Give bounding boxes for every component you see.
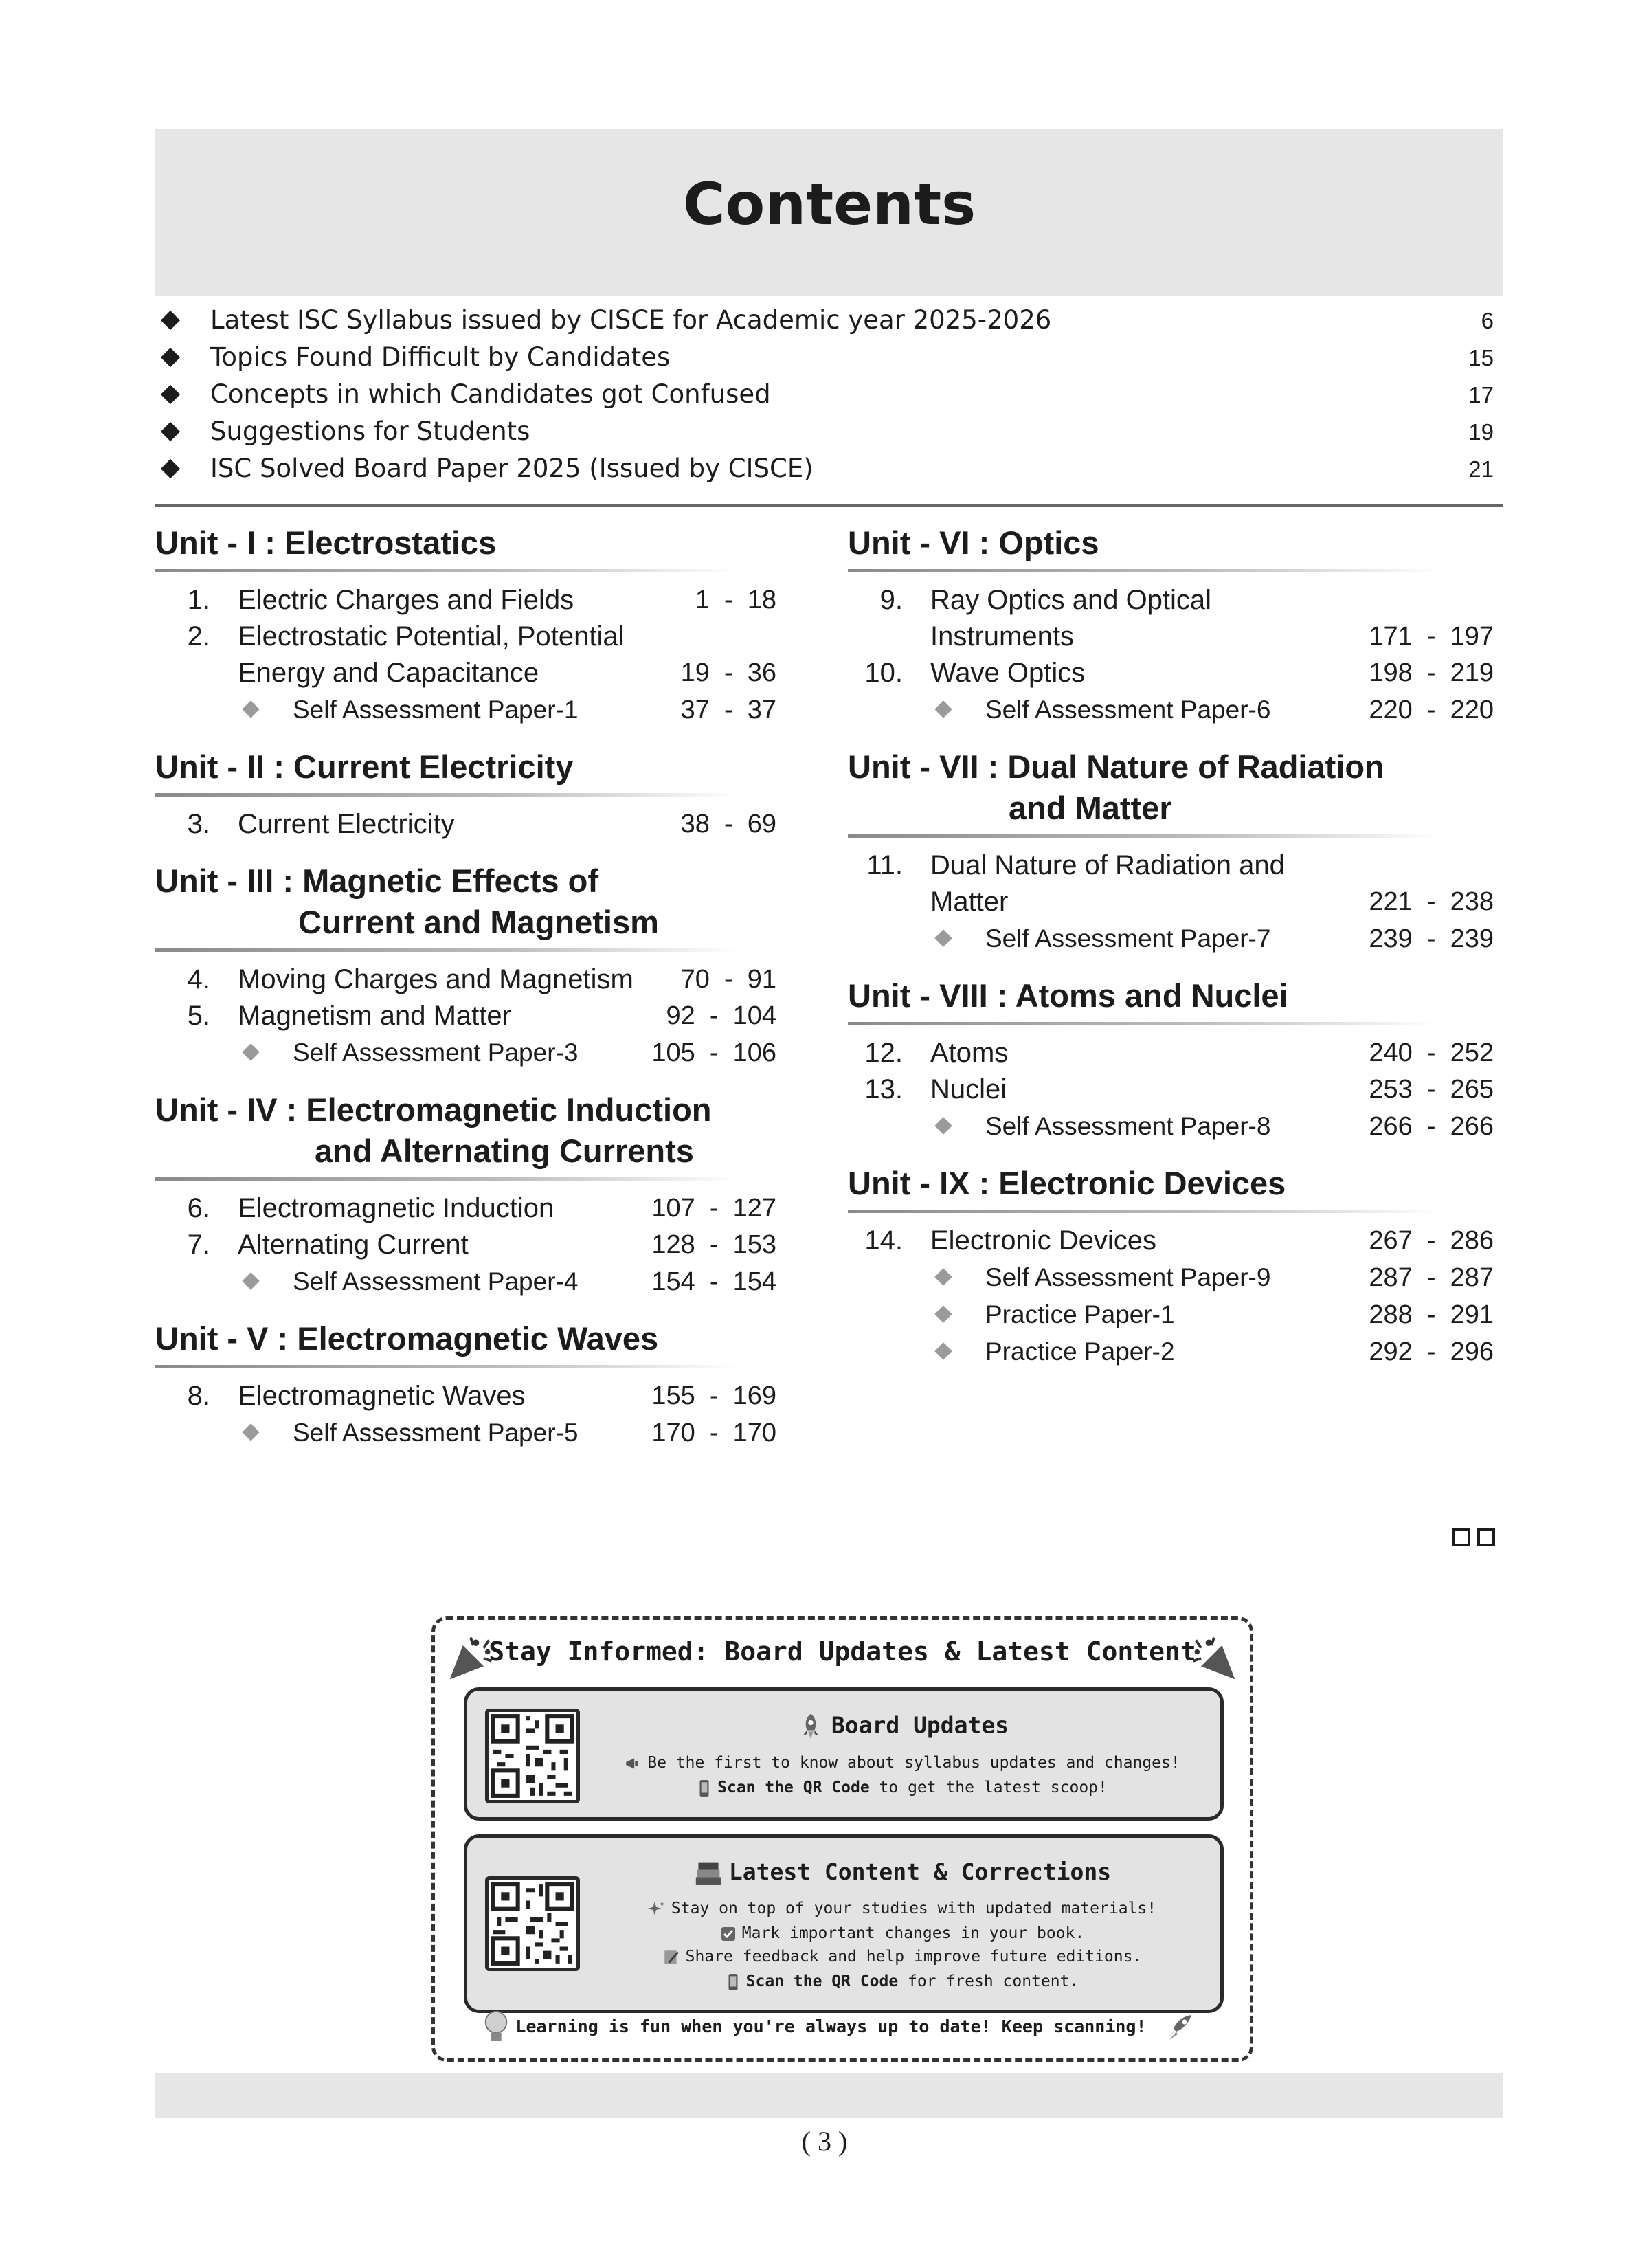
page-number: ( 3 ) (801, 2126, 848, 2157)
page-range: 170 - 170 (651, 1419, 776, 1447)
unit-divider (848, 1022, 1438, 1025)
unit-title: Unit - I : Electrostatics (155, 524, 497, 561)
preliminary-list (155, 302, 1503, 488)
chapter-number: 4. (187, 964, 210, 994)
diamond-icon (934, 1305, 952, 1322)
latest-line-2 (598, 1924, 1207, 1942)
prelim-page: 17 (1468, 382, 1494, 408)
unit-title (155, 860, 804, 943)
header-band (155, 129, 1503, 296)
board-updates-heading (598, 1711, 1207, 1742)
latest-scan-rest: for fresh content. (898, 1972, 1079, 1990)
unit-title-line: Unit - VII : Dual Nature of Radiation (848, 748, 1384, 785)
unit-section (848, 1163, 1503, 1370)
chapter-row[interactable] (848, 847, 1503, 920)
chapter-name: Electromagnetic Waves (238, 1381, 526, 1411)
assessment-name: Practice Paper-1 (985, 1300, 1175, 1328)
chapter-row[interactable] (155, 1190, 804, 1227)
page-range: 253 - 265 (1369, 1075, 1494, 1104)
page-range: 19 - 36 (680, 658, 776, 687)
books-icon (693, 1860, 723, 1887)
diamond-icon (934, 700, 952, 718)
unit-title-line: and Alternating Currents (315, 1133, 694, 1169)
chapter-number: 7. (187, 1230, 210, 1260)
left-column (155, 522, 804, 1469)
page-range: 288 - 291 (1369, 1300, 1494, 1329)
prelim-item (155, 451, 1503, 488)
chapter-name: Electromagnetic Induction (238, 1193, 554, 1223)
unit-divider (155, 1365, 739, 1368)
chapter-name: Alternating Current (238, 1230, 469, 1260)
assessment-row[interactable] (848, 1108, 1503, 1145)
page-range: 154 - 154 (651, 1267, 776, 1296)
chapter-number: 14. (864, 1225, 903, 1256)
diamond-icon (161, 348, 180, 367)
unit-divider (848, 834, 1438, 838)
page-range: 107 - 127 (651, 1194, 776, 1223)
assessment-row[interactable] (848, 1333, 1503, 1370)
latest-line-2-text: Mark important changes in your book. (741, 1924, 1085, 1942)
page-range: 221 - 238 (1369, 887, 1494, 916)
chapter-number: 5. (187, 1001, 210, 1031)
chapter-row[interactable] (848, 1071, 1503, 1108)
page-range: 171 - 197 (1369, 622, 1494, 651)
chapter-number: 8. (187, 1381, 210, 1411)
page-range: 128 - 153 (651, 1230, 776, 1259)
diamond-icon (161, 422, 180, 441)
prelim-item (155, 414, 1503, 451)
page-range: 267 - 286 (1369, 1226, 1494, 1255)
page-range: 105 - 106 (651, 1038, 776, 1067)
chapter-row[interactable] (848, 582, 1503, 655)
diamond-icon (242, 1043, 259, 1060)
megaphone-icon (624, 1755, 642, 1772)
unit-title (848, 746, 1503, 829)
chapter-number: 11. (866, 850, 903, 880)
assessment-name: Self Assessment Paper-5 (293, 1419, 579, 1447)
assessment-name: Self Assessment Paper-9 (985, 1263, 1271, 1291)
chapter-row[interactable] (155, 1378, 804, 1414)
prelim-item (155, 377, 1503, 414)
unit-section (848, 975, 1503, 1145)
prelim-page: 6 (1481, 308, 1494, 333)
chapter-name: Wave Optics (930, 658, 1086, 688)
phone-icon (726, 1973, 741, 1991)
latest-content-heading (598, 1858, 1207, 1887)
page-range: 92 - 104 (666, 1001, 776, 1030)
page-range: 70 - 91 (680, 965, 776, 994)
assessment-row[interactable] (848, 691, 1503, 729)
phone-icon (697, 1779, 712, 1797)
assessment-row[interactable] (848, 1259, 1503, 1296)
board-scan-bold: Scan the QR Code (717, 1779, 870, 1797)
info-title: Stay Informed: Board Updates & Latest Content (489, 1636, 1196, 1667)
chapter-name: Electric Charges and Fields (238, 585, 574, 615)
latest-line-1-text: Stay on top of your studies with updated materials! (671, 1900, 1157, 1917)
assessment-name: Self Assessment Paper-4 (293, 1267, 579, 1296)
divider (155, 504, 1503, 507)
page-range: 292 - 296 (1369, 1337, 1494, 1366)
prelim-label: Suggestions for Students (210, 416, 530, 446)
assessment-row[interactable] (155, 691, 804, 729)
unit-title: Unit - VI : Optics (848, 524, 1099, 561)
qr-code[interactable] (485, 1709, 580, 1803)
double-square-icon (1452, 1528, 1505, 1549)
latest-line-4 (598, 1972, 1207, 1991)
unit-title: Unit - II : Current Electricity (155, 748, 574, 785)
latest-line-1 (598, 1900, 1207, 1918)
unit-title: Unit - VIII : Atoms and Nuclei (848, 977, 1288, 1014)
unit-section (848, 746, 1503, 957)
chapter-row[interactable] (848, 1035, 1503, 1071)
chapter-number: 9. (879, 585, 903, 615)
page-range: 266 - 266 (1369, 1112, 1494, 1141)
assessment-row[interactable] (155, 1263, 804, 1300)
unit-section (848, 522, 1503, 729)
chapter-number: 3. (187, 809, 210, 839)
prelim-label: Latest ISC Syllabus issued by CISCE for Academic year 2025-2026 (210, 305, 1052, 335)
assessment-name: Self Assessment Paper-1 (293, 696, 579, 724)
unit-section (155, 746, 804, 843)
right-column (848, 522, 1503, 1388)
page-range: 1 - 18 (695, 586, 776, 614)
board-updates-card (464, 1687, 1224, 1821)
board-line-1 (598, 1754, 1207, 1772)
page-range: 155 - 169 (651, 1381, 776, 1410)
unit-section (155, 522, 804, 729)
diamond-icon (242, 1423, 259, 1441)
chapter-number: 12. (864, 1038, 903, 1068)
diamond-icon (161, 311, 180, 330)
chapter-name: Magnetism and Matter (238, 1001, 511, 1031)
board-line-1-text: Be the first to know about syllabus updates and changes! (647, 1754, 1180, 1772)
assessment-row[interactable] (155, 1414, 804, 1452)
latest-line-3-text: Share feedback and help improve future editions. (685, 1948, 1143, 1966)
chapter-row[interactable] (155, 806, 804, 843)
sparkles-icon (648, 1900, 666, 1918)
unit-divider (848, 569, 1438, 572)
stay-informed-box (431, 1616, 1253, 2062)
board-scan-rest: to get the latest scoop! (869, 1779, 1108, 1797)
check-box-icon (720, 1926, 737, 1942)
unit-title: Unit - IX : Electronic Devices (848, 1165, 1286, 1201)
latest-scan-bold: Scan the QR Code (745, 1972, 899, 1990)
page-title: Contents (682, 170, 976, 238)
diamond-icon (934, 929, 952, 946)
square-icon (1452, 1528, 1470, 1546)
lightbulb-icon (482, 2010, 510, 2045)
diamond-icon (161, 459, 180, 478)
memo-icon (662, 1948, 680, 1966)
info-footer-text: Learning is fun when you're always up to date! Keep scanning! (515, 2016, 1147, 2036)
unit-title (155, 1089, 804, 1172)
assessment-name: Practice Paper-2 (985, 1337, 1175, 1366)
unit-title-line: Current and Magnetism (298, 904, 659, 940)
latest-heading-text: Latest Content & Corrections (728, 1858, 1112, 1885)
assessment-name: Self Assessment Paper-7 (985, 924, 1271, 953)
chapter-row[interactable] (155, 1227, 804, 1263)
unit-title-line: Unit - III : Magnetic Effects of (155, 863, 598, 899)
page-range: 239 - 239 (1369, 924, 1494, 953)
chapter-number: 13. (864, 1074, 903, 1104)
page-range: 37 - 37 (680, 696, 776, 724)
page-range: 287 - 287 (1369, 1263, 1494, 1292)
chapter-name: Electrostatic Potential, Potential Energy and Capacitance (238, 621, 625, 688)
unit-section (155, 1089, 804, 1300)
chapter-row[interactable] (155, 998, 804, 1034)
assessment-row[interactable] (848, 920, 1503, 957)
unit-section (155, 1318, 804, 1452)
unit-title-line: and Matter (1009, 790, 1172, 826)
latest-content-card (464, 1834, 1224, 2013)
unit-divider (155, 1177, 739, 1181)
square-icon (1477, 1528, 1495, 1546)
chapter-name: Current Electricity (238, 809, 455, 839)
chapter-number: 1. (187, 585, 210, 615)
page-range: 220 - 220 (1369, 696, 1494, 724)
diamond-icon (934, 1268, 952, 1285)
unit-title-line: Unit - IV : Electromagnetic Induction (155, 1091, 712, 1128)
assessment-row[interactable] (848, 1296, 1503, 1333)
chapter-name: Moving Charges and Magnetism (238, 964, 633, 994)
unit-section (155, 860, 804, 1071)
diamond-icon (242, 1272, 259, 1289)
rocket-icon (796, 1711, 826, 1742)
chapter-name: Electronic Devices (930, 1225, 1157, 1256)
assessment-name: Self Assessment Paper-6 (985, 696, 1271, 724)
chapter-row[interactable] (155, 582, 804, 619)
qr-code[interactable] (485, 1876, 580, 1971)
unit-divider (155, 569, 739, 572)
chapter-number: 6. (187, 1193, 210, 1223)
page-range: 240 - 252 (1369, 1038, 1494, 1067)
assessment-name: Self Assessment Paper-3 (293, 1038, 579, 1067)
diamond-icon (242, 700, 259, 718)
chapter-row[interactable] (848, 1223, 1503, 1259)
board-heading-text: Board Updates (831, 1711, 1009, 1739)
chapter-name: Atoms (930, 1038, 1009, 1068)
prelim-page: 15 (1468, 345, 1494, 370)
prelim-label: Concepts in which Candidates got Confused (210, 379, 771, 409)
page-range: 38 - 69 (680, 810, 776, 838)
prelim-label: Topics Found Difficult by Candidates (210, 342, 671, 372)
page-range: 198 - 219 (1369, 658, 1494, 687)
chapter-name: Dual Nature of Radiation and Matter (930, 850, 1285, 917)
info-footer (435, 2010, 1250, 2045)
diamond-icon (934, 1117, 952, 1134)
diamond-icon (161, 385, 180, 404)
unit-divider (848, 1210, 1438, 1213)
latest-line-3 (598, 1948, 1207, 1966)
chapter-row[interactable] (848, 655, 1503, 691)
board-line-2 (598, 1779, 1207, 1797)
prelim-item (155, 340, 1503, 377)
rocket-icon (1164, 2011, 1197, 2044)
footer-band (155, 2073, 1503, 2118)
chapter-name: Nuclei (930, 1074, 1007, 1104)
prelim-label: ISC Solved Board Paper 2025 (Issued by CISCE) (210, 454, 814, 483)
unit-divider (155, 948, 739, 952)
assessment-row[interactable] (155, 1034, 804, 1071)
unit-title: Unit - V : Electromagnetic Waves (155, 1320, 659, 1357)
chapter-row[interactable] (155, 961, 804, 998)
prelim-page: 19 (1468, 419, 1494, 445)
chapter-name: Ray Optics and Optical Instruments (930, 585, 1212, 652)
prelim-page: 21 (1468, 456, 1494, 482)
prelim-item (155, 302, 1503, 340)
diamond-icon (934, 1342, 952, 1359)
unit-divider (155, 793, 739, 797)
assessment-name: Self Assessment Paper-8 (985, 1112, 1271, 1140)
chapter-row[interactable] (155, 619, 804, 691)
chapter-number: 10. (864, 658, 903, 688)
chapter-number: 2. (187, 621, 210, 652)
